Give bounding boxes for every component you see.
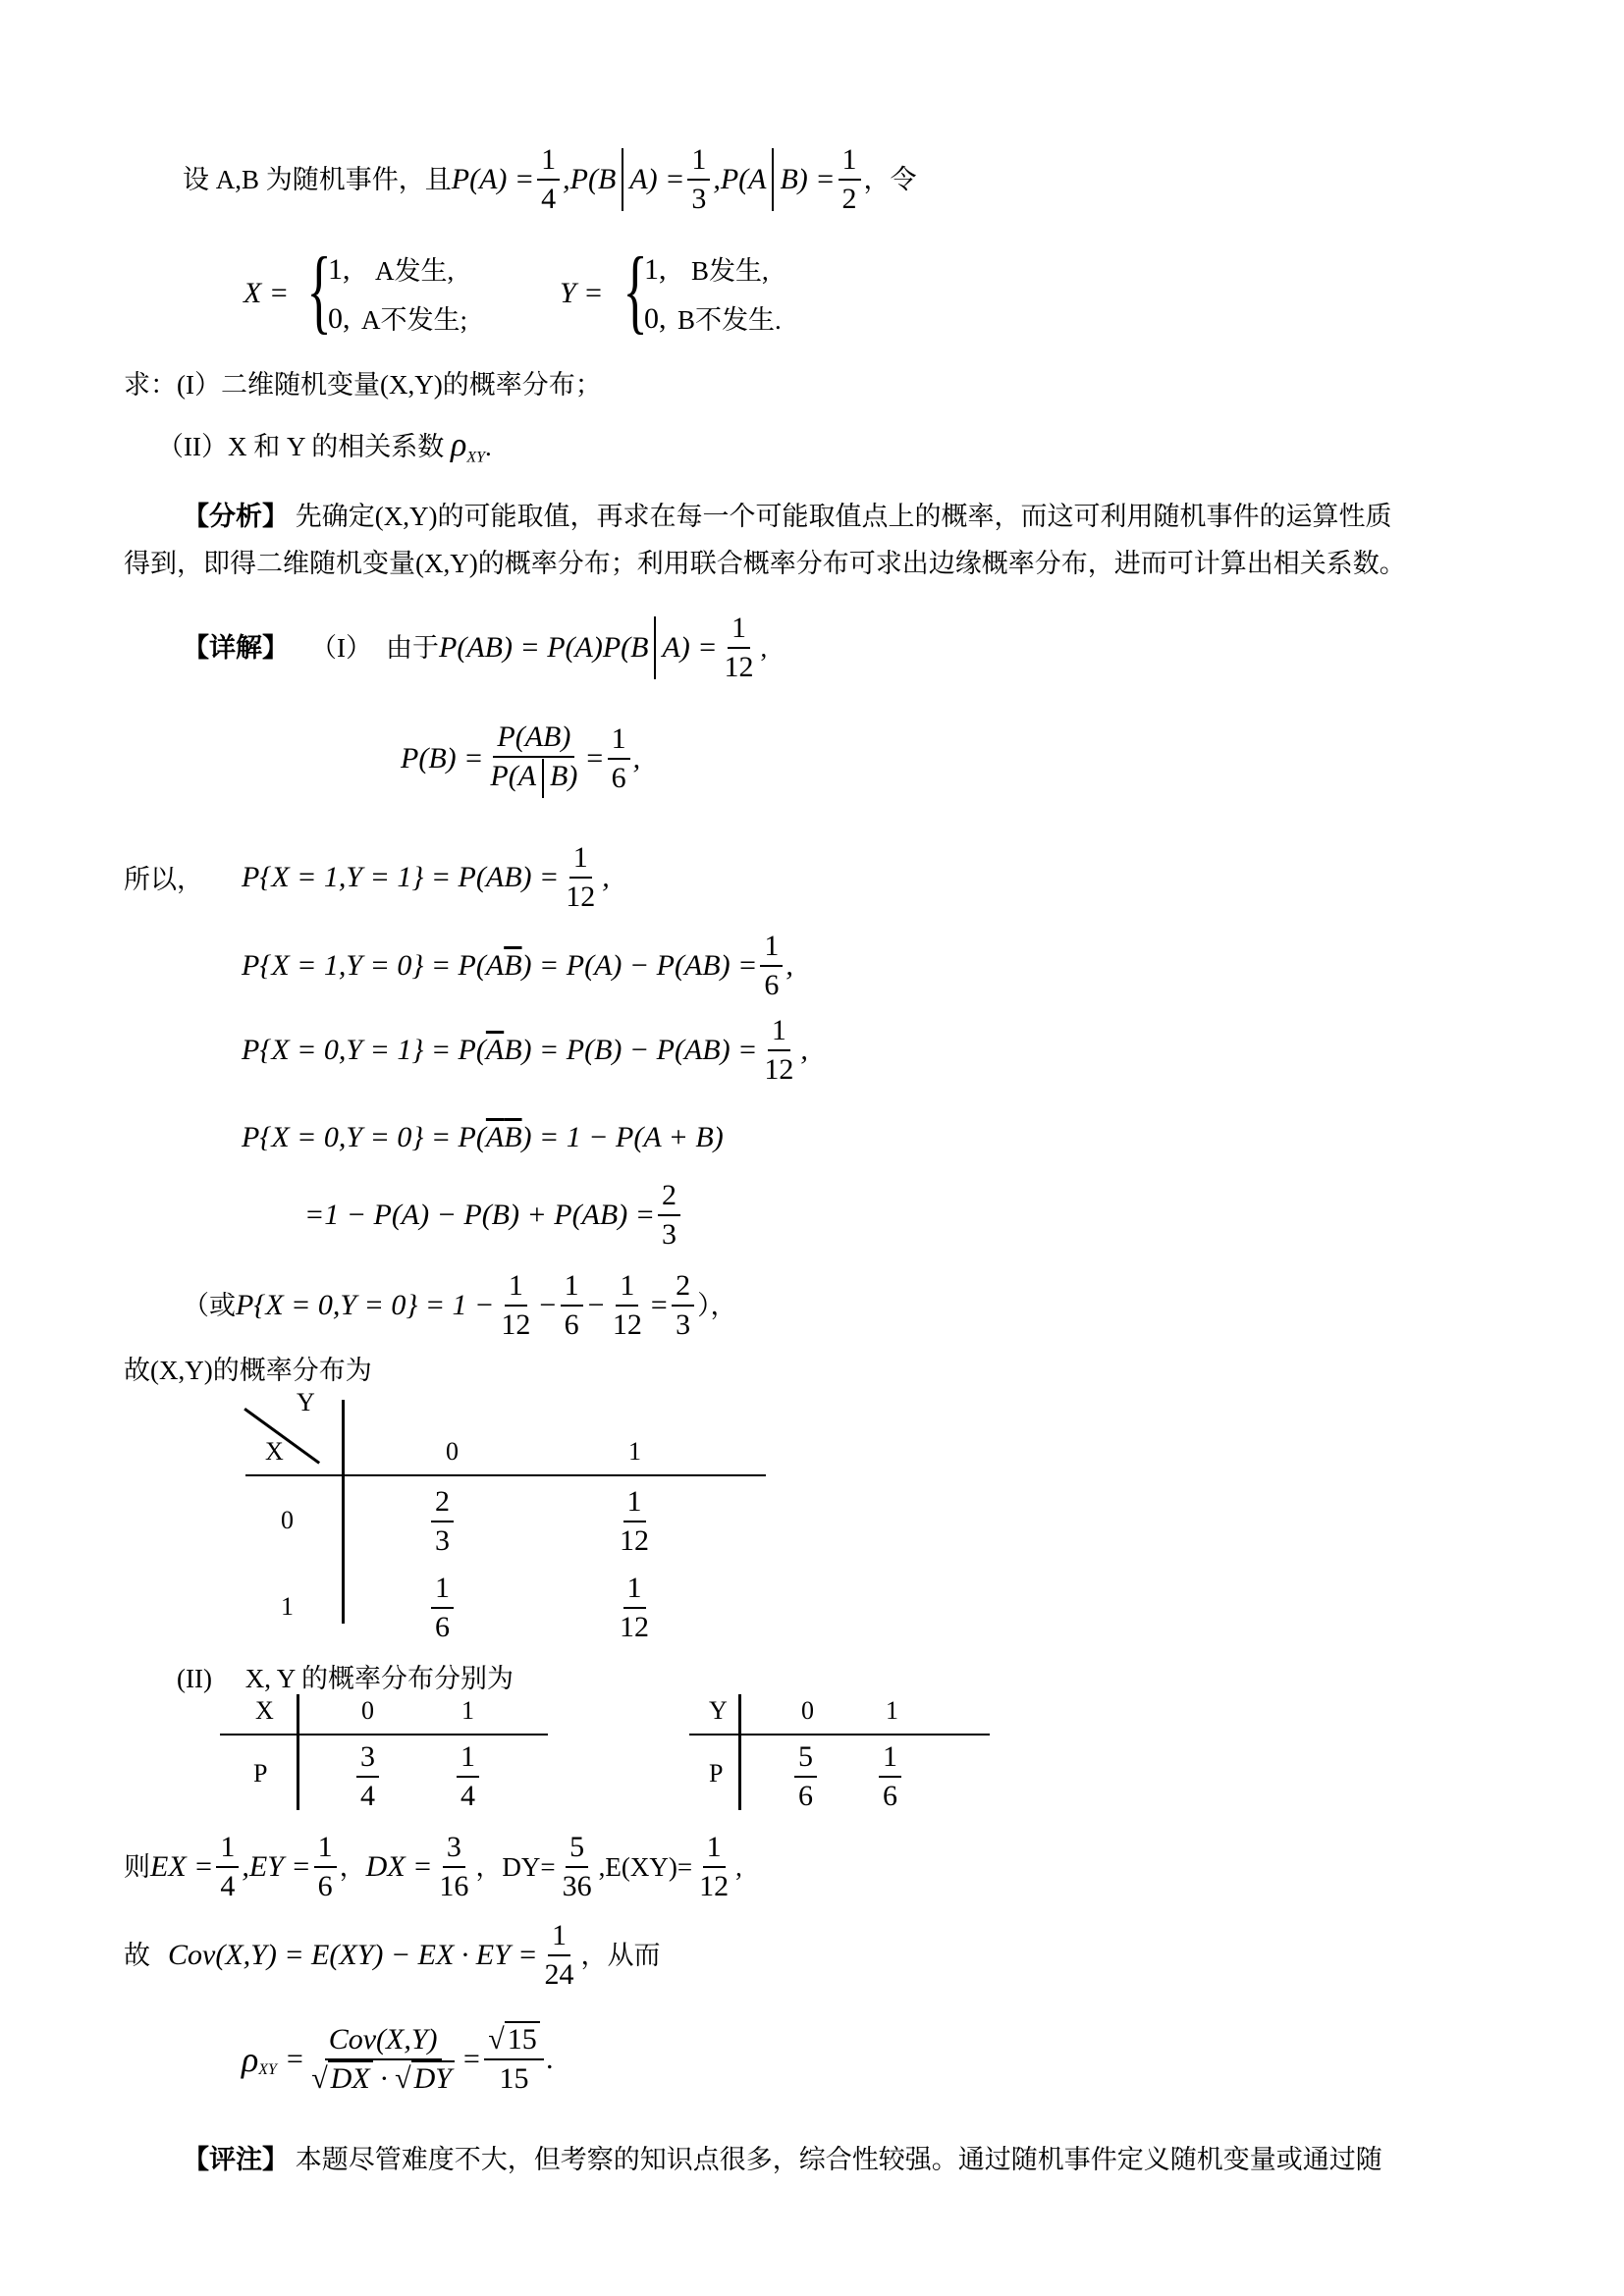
alt-equation: （或 P{X = 0,Y = 0} = 1 − $\frac{1}{12}$ − $\frac{1}{6}$ − $\frac{1}{12}$ = $\frac{2}{3}$ ）， (183, 1269, 737, 1341)
pBA-label: P(B (569, 163, 617, 195)
joint-table: Y X 0 1 0 1 $\frac{2}{3}$ $\frac{1}{12}$ $\frac{1}{6}$ $\frac{1}{12}$ (236, 1392, 785, 1657)
analysis-line2: 得到，即得二维随机变量(X,Y)的概率分布；利用联合概率分布可求出边缘概率分布，进而可计算出相关系数。 (124, 549, 1406, 578)
analysis-label: 【分析】 (183, 502, 289, 531)
problem-intro: 设 A,B 为随机事件，且 P(A) = $\frac{1}{4}$ , P(B A) = $\frac{1}{3}$ , P(A B) = $\frac{1}{2}$ ，令 (183, 143, 917, 215)
part2-intro: (II) X, Y 的概率分布分别为 (177, 1664, 514, 1693)
solution-label: 【详解】 (183, 633, 289, 663)
frac-1-3: $\frac{1}{3}$ (687, 142, 710, 217)
eq-x0y0: P{X = 0,Y = 0} = P( $\overline{A}$ $\overline{B}$ ) = 1 − P(A + B) (242, 1121, 724, 1153)
so-label: 所以， (124, 865, 203, 894)
frac-1-2: $\frac{1}{2}$ (839, 142, 861, 217)
x-marginal-table: X 0 1 P $\frac{3}{4}$ $\frac{1}{4}$ (220, 1694, 554, 1822)
eq-x1y0: P{X = 1,Y = 0} = P(A $\overline{B}$ ) = P(A) − P(AB) = $\frac{1}{6}$ , (242, 930, 793, 1001)
ask-2: （II）X 和 Y 的相关系数 $\rho_{XY}$. (157, 427, 492, 466)
intro-prefix: 设 A,B 为随机事件，且 (183, 165, 452, 194)
dist-intro: 故(X,Y)的概率分布为 (124, 1356, 372, 1385)
ask-1: 求：(I）二维随机变量(X,Y)的概率分布； (124, 370, 602, 400)
eq-x1y1: P{X = 1,Y = 1} = P(AB) = $\frac{1}{12}$ , (242, 841, 610, 913)
pA-label: P(A) = (451, 163, 535, 195)
analysis-line1: 【分析】 先确定(X,Y)的可能取值，再求在每一个可能取值点上的概率，而这可利用随机事件的运算性质 (183, 502, 1392, 531)
moments-line: 则 EX = $\frac{1}{4}$ ,EY = $\frac{1}{6}$ ， DX = $\frac{3}{16}$ ， DY= $\frac{5}{36}$ , E(XY)= $\frac{1}{12}$ , (124, 1831, 742, 1902)
pB-equation: P(B) = $\frac{P(AB)}{\text{P(A B)}}$ = $\frac{1}{6}$ , (401, 715, 640, 803)
cov-line: 故 Cov(X,Y) = E(XY) − EX · EY = $\frac{1}{24}$ ， 从而 (124, 1919, 661, 1991)
rho-equation: ρ XY = $\frac{\text{Cov(X,Y)}}{√ DX \cdot √ DY}$ = $\frac{√ 15}{15}$ . (242, 2023, 555, 2095)
frac-1-4: $\frac{1}{4}$ (537, 142, 560, 217)
solution-part1: 【详解】 （I） 由于 P(AB) = P(A)P(B A) = $\frac{1}{12}$ , (183, 612, 768, 683)
y-marginal-table: Y 0 1 P $\frac{5}{6}$ $\frac{1}{6}$ (689, 1694, 1003, 1822)
intro-suffix: ，令 (863, 165, 917, 194)
comment-label: 【评注】 (183, 2145, 289, 2174)
comment-line: 【评注】 本题尽管难度不大，但考察的知识点很多，综合性较强。通过随机事件定义随机变量或通过随 (183, 2145, 1382, 2174)
eq-x0y1: P{X = 0,Y = 1} = P( $\overline{A}$ B) = P(B) − P(AB) = $\frac{1}{12}$ , (242, 1014, 808, 1086)
eq-x0y0-line2: =1 − P(A) − P(B) + P(AB) = $\frac{2}{3}$ (304, 1176, 683, 1255)
pAB-label: P(A (720, 163, 767, 195)
